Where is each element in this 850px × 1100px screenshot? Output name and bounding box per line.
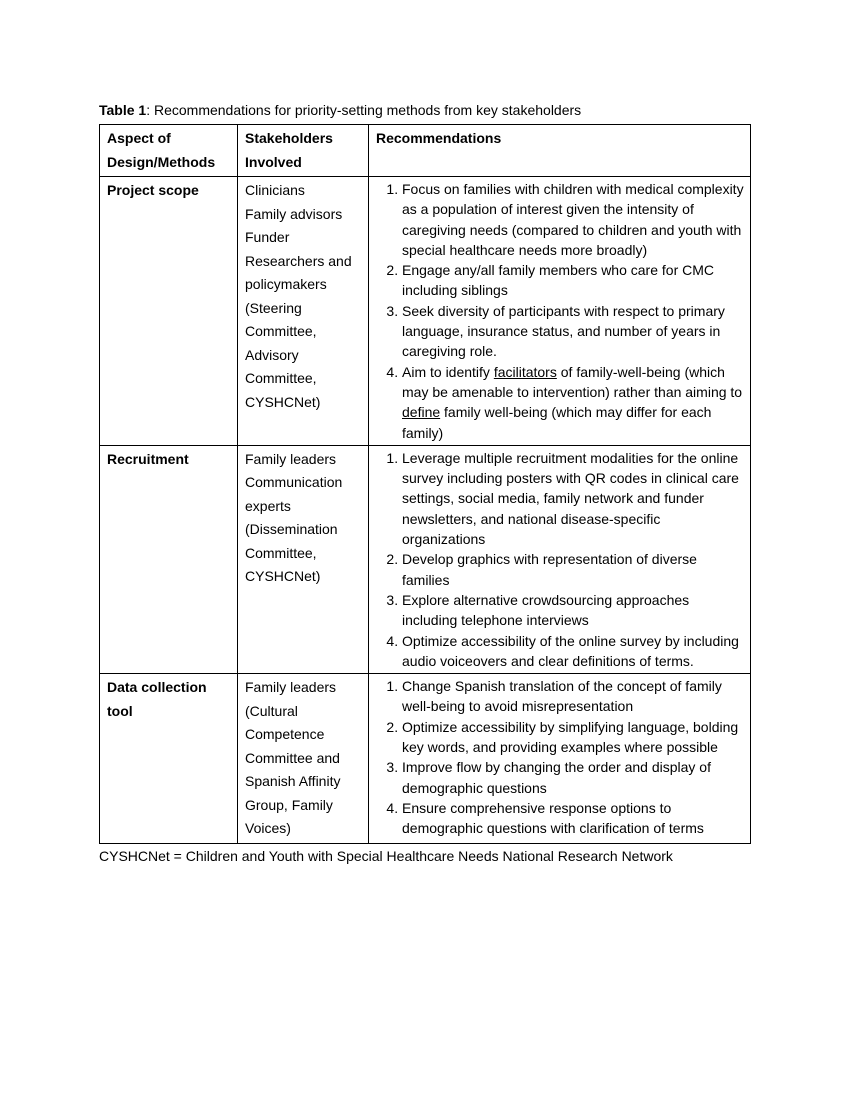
- recommendations-cell: [369, 674, 751, 844]
- recommendation-item: 4. Ensure comprehensive response options to demographic questions with clarification of terms: [402, 798, 744, 839]
- aspect-line: tool: [107, 702, 133, 719]
- recommendation-item: 1. Change Spanish translation of the concept of family well-being to avoid misrepresentation: [402, 676, 744, 717]
- header-aspect: [100, 125, 238, 177]
- stakeholder-line: Committee,: [245, 323, 317, 339]
- recommendation-item: 2. Develop graphics with representation of diverse families: [402, 549, 744, 590]
- underlined-term: define: [402, 404, 441, 421]
- table-caption: [99, 100, 751, 120]
- stakeholder-line: Committee,: [245, 544, 317, 561]
- recommendation-list: [376, 448, 744, 671]
- underlined-term: facilitators: [493, 363, 557, 380]
- recommendation-list: [376, 179, 744, 443]
- aspect-cell: Recruitment: [100, 445, 238, 673]
- table-row: [100, 674, 751, 844]
- stakeholder-line: Advisory: [245, 346, 299, 363]
- header-stakeholders: [238, 125, 369, 177]
- recommendation-item: 3. Explore alternative crowdsourcing approaches including telephone interviews: [402, 590, 744, 631]
- recommendation-text: of family-well-being (which may be amenable to intervention) rather than aiming to: [402, 363, 743, 400]
- stakeholders-cell: [238, 177, 369, 446]
- stakeholder-line: Family advisors: [245, 205, 343, 222]
- header-recommendations: Recommendations: [369, 125, 751, 177]
- recommendation-text: Aim to identify: [402, 363, 494, 380]
- header-stakeholders-line: Stakeholders: [245, 130, 333, 146]
- stakeholder-line: Competence: [245, 726, 325, 743]
- stakeholder-line: CYSHCNet): [245, 568, 321, 585]
- recommendation-item: 4. Optimize accessibility of the online survey by including audio voiceovers and clear definitions of terms.: [402, 631, 744, 672]
- recommendation-item: 3. Improve flow by changing the order and display of demographic questions: [402, 757, 744, 798]
- stakeholders-cell: [238, 674, 369, 844]
- header-stakeholders-line: Involved: [245, 153, 302, 170]
- recommendation-item: [402, 362, 744, 443]
- stakeholder-line: Group, Family: [245, 796, 333, 813]
- header-aspect-line: Design/Methods: [107, 153, 216, 170]
- document-page: [99, 100, 751, 880]
- aspect-cell: Project scope: [100, 177, 238, 446]
- recommendation-item: 3. Seek diversity of participants with respect to primary language, insurance status, and number of years in caregiving role.: [402, 301, 744, 362]
- recommendation-item: 1. Leverage multiple recruitment modalities for the online survey including posters with QR codes in clinical care settings, social media, family network and funder newsletters, and national disease-specific organizations: [402, 448, 744, 549]
- stakeholder-line: Spanish Affinity: [245, 773, 341, 790]
- recommendations-table: [99, 124, 751, 844]
- stakeholder-line: Funder: [245, 229, 290, 245]
- recommendations-cell: [369, 177, 751, 446]
- stakeholder-line: Committee and: [245, 749, 340, 766]
- stakeholder-line: Committee,: [245, 370, 317, 386]
- stakeholder-line: Clinicians: [245, 182, 305, 198]
- stakeholder-line: Communication: [245, 474, 343, 491]
- table-footnote: CYSHCNet = Children and Youth with Special Healthcare Needs National Research Network: [99, 847, 673, 864]
- recommendation-text: family well-being (which may differ for each family): [402, 404, 712, 441]
- table-caption-text: : Recommendations for priority-setting methods from key stakeholders: [146, 102, 582, 118]
- table-row: [100, 445, 751, 673]
- recommendation-item: 2. Engage any/all family members who care for CMC including siblings: [402, 260, 744, 301]
- stakeholder-line: experts: [245, 497, 291, 514]
- stakeholder-line: Researchers and: [245, 252, 352, 269]
- stakeholder-line: CYSHCNet): [245, 393, 321, 410]
- stakeholder-line: (Steering: [245, 299, 302, 316]
- recommendation-item: 1. Focus on families with children with medical complexity as a population of interest given the intensity of caregiving needs (compared to children and youth with special healthcare needs more broadly): [402, 179, 744, 260]
- stakeholder-line: Family leaders: [245, 450, 337, 467]
- stakeholder-line: policymakers: [245, 276, 327, 292]
- recommendation-list: [376, 676, 744, 838]
- stakeholders-cell: [238, 445, 369, 673]
- header-aspect-line: Aspect of: [107, 130, 171, 146]
- stakeholder-line: Voices): [245, 820, 291, 837]
- recommendation-item: 2. Optimize accessibility by simplifying language, bolding key words, and providing examples where possible: [402, 717, 744, 758]
- table-row: [100, 177, 751, 446]
- stakeholder-line: (Cultural: [245, 702, 298, 719]
- stakeholder-line: (Dissemination: [245, 521, 338, 538]
- stakeholder-line: Family leaders: [245, 679, 337, 696]
- recommendations-cell: [369, 445, 751, 673]
- table-caption-label: Table 1: [99, 102, 147, 118]
- aspect-cell: [100, 674, 238, 844]
- aspect-line: Data collection: [107, 679, 207, 696]
- table-header-row: [100, 125, 751, 177]
